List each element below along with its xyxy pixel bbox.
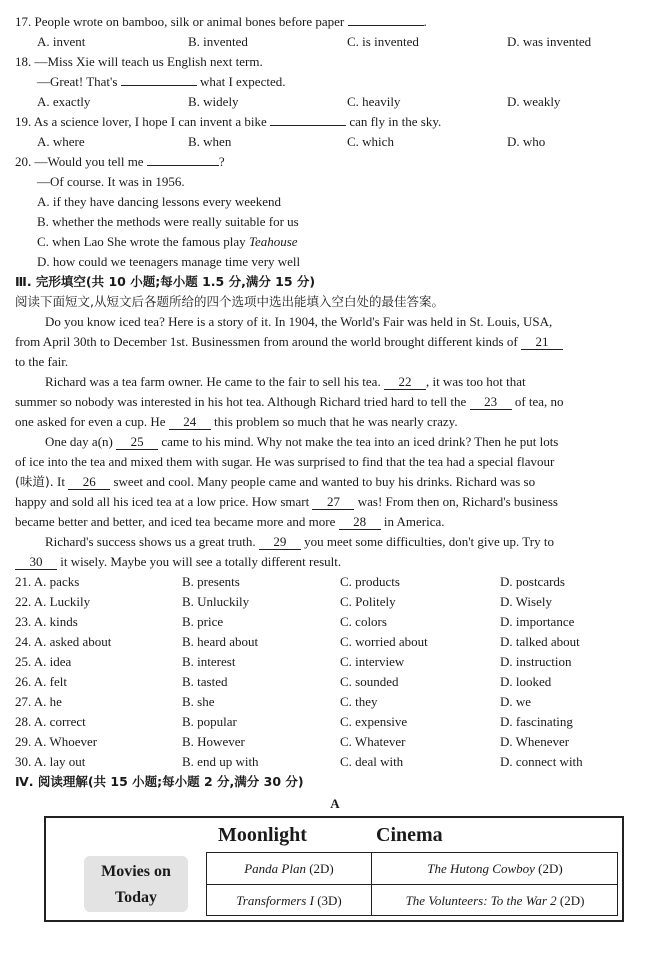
q18-stem: 18. —Miss Xie will teach us English next term.	[15, 54, 263, 69]
option: D. weakly	[507, 94, 561, 109]
passage-line: One day a(n) 25 came to his mind. Why not make the tea into an iced drink? Then he put lots	[45, 434, 559, 449]
q18-options	[15, 93, 655, 111]
section4-title: Ⅳ. 阅读理解(共 15 小题;每小题 2 分,满分 30 分)	[15, 774, 304, 789]
passage-line: (味道). It 26 sweet and cool. Many people came and wanted to buy his drinks. Richard was so	[15, 474, 536, 489]
cinema-name-word2: Cinema	[376, 824, 443, 846]
q20-option-a: A. if they have dancing lessons every weekend	[37, 194, 282, 209]
option: D. who	[507, 134, 546, 149]
blank-30: 30	[15, 554, 57, 570]
passage-line: from April 30th to December 1st. Businessmen from around the world brought different kinds of 21	[15, 333, 563, 351]
cloze-options-22: 22. A. Luckily B. Unluckily C. Politely D. Wisely	[15, 594, 552, 609]
section3-title: Ⅲ. 完形填空(共 10 小题;每小题 1.5 分,满分 15 分)	[15, 274, 316, 289]
q20-reply: —Of course. It was in 1956.	[37, 174, 185, 189]
passage-line: to the fair.	[15, 354, 69, 369]
q20-stem: 20. —Would you tell me ?	[15, 154, 225, 169]
cinema-name-word1: Moonlight	[218, 824, 307, 846]
passage-line: one asked for even a cup. He 24 this problem so much that he was nearly crazy.	[15, 414, 458, 429]
passage-line: happy and sold all his iced tea at a low price. How smart 27 was! From then on, Richard's business	[15, 494, 558, 509]
cloze-options-21: 21. A. packs B. presents C. products D. postcards	[15, 574, 565, 589]
movie-cell: The Volunteers: To the War 2 (2D)	[405, 893, 585, 908]
option: A. invent	[37, 34, 86, 49]
blank-29: 29	[259, 534, 301, 550]
blank-25: 25	[116, 434, 158, 450]
blank-21: 21	[521, 334, 563, 350]
option: B. widely	[188, 94, 239, 109]
q19-options	[15, 133, 655, 151]
option: A. where	[37, 134, 85, 149]
q18-blank	[121, 73, 197, 86]
part-a-label: A	[330, 796, 340, 811]
play-title: Teahouse	[248, 234, 298, 249]
option: A. exactly	[37, 94, 91, 109]
q20-blank	[147, 153, 219, 166]
blank-28: 28	[339, 514, 381, 530]
cloze-options-23: 23. A. kinds B. price C. colors D. importance	[15, 614, 575, 629]
cloze-options-29: 29. A. Whoever B. However C. Whatever D. Whenever	[15, 734, 570, 749]
blank-26: 26	[68, 474, 110, 490]
option: D. was invented	[507, 34, 592, 49]
cloze-options-28: 28. A. correct B. popular C. expensive D. fascinating	[15, 714, 573, 729]
q17-stem: 17. People wrote on bamboo, silk or animal bones before paper	[15, 14, 345, 29]
option: B. when	[188, 134, 232, 149]
passage-line: Richard was a tea farm owner. He came to the fair to sell his tea. 22 , it was too hot that	[45, 374, 526, 389]
movies-today-badge: Movies on Today	[84, 856, 188, 912]
blank-27: 27	[312, 494, 354, 510]
blank-24: 24	[169, 414, 211, 430]
q17-blank	[348, 13, 424, 26]
cloze-options-30: 30. A. lay out B. end up with C. deal with D. connect with	[15, 754, 583, 769]
q19-stem: 19. As a science lover, I hope I can invent a bike can fly in the sky.	[15, 114, 442, 129]
cloze-options-24: 24. A. asked about B. heard about C. worried about D. talked about	[15, 634, 580, 649]
option: C. which	[347, 134, 394, 149]
q20-option-d: D. how could we teenagers manage time very well	[37, 254, 301, 269]
passage-line: 30 it wisely. Maybe you will see a totally different result.	[15, 553, 341, 571]
q17-options	[15, 33, 655, 51]
option: B. invented	[188, 34, 248, 49]
option: C. is invented	[347, 34, 419, 49]
section3-instruction: 阅读下面短文,从短文后各题所给的四个选项中选出能填入空白处的最佳答案。	[15, 294, 444, 309]
option: C. heavily	[347, 94, 401, 109]
cloze-options-25: 25. A. idea B. interest C. interview D. instruction	[15, 654, 572, 669]
q20-option-b: B. whether the methods were really suitable for us	[37, 214, 299, 229]
q18-reply: —Great! That's what I expected.	[37, 74, 286, 89]
cloze-options-27: 27. A. he B. she C. they D. we	[15, 694, 532, 709]
passage-line: summer so nobody was interested in his hot tea. Although Richard tried hard to tell the 23 of tea, no	[15, 394, 564, 409]
passage-line: became better and better, and iced tea became more and more 28 in America.	[15, 514, 445, 529]
passage-line: of ice into the tea and mixed them with sugar. He was surprised to find that the tea had a special flavour	[15, 454, 555, 469]
movie-cell: Transformers I (3D)	[236, 893, 342, 908]
blank-23: 23	[470, 394, 512, 410]
passage-line: Richard's success shows us a great truth. 29 you meet some difficulties, don't give up. Try to	[45, 534, 554, 549]
blank-22: 22	[384, 374, 426, 390]
cinema-box	[44, 816, 624, 922]
passage-line: Do you know iced tea? Here is a story of it. In 1904, the World's Fair was held in St. Louis, USA,	[45, 314, 553, 329]
movie-cell: Panda Plan (2D)	[244, 861, 334, 876]
movie-table	[206, 852, 618, 916]
q19-blank	[270, 113, 346, 126]
cloze-options-26: 26. A. felt B. tasted C. sounded D. looked	[15, 674, 552, 689]
movie-cell: The Hutong Cowboy (2D)	[427, 861, 563, 876]
q17-stem-line: 17. People wrote on bamboo, silk or animal bones before paper .	[15, 14, 427, 29]
q20-option-c: C. when Lao She wrote the famous play Teahouse	[37, 234, 298, 249]
